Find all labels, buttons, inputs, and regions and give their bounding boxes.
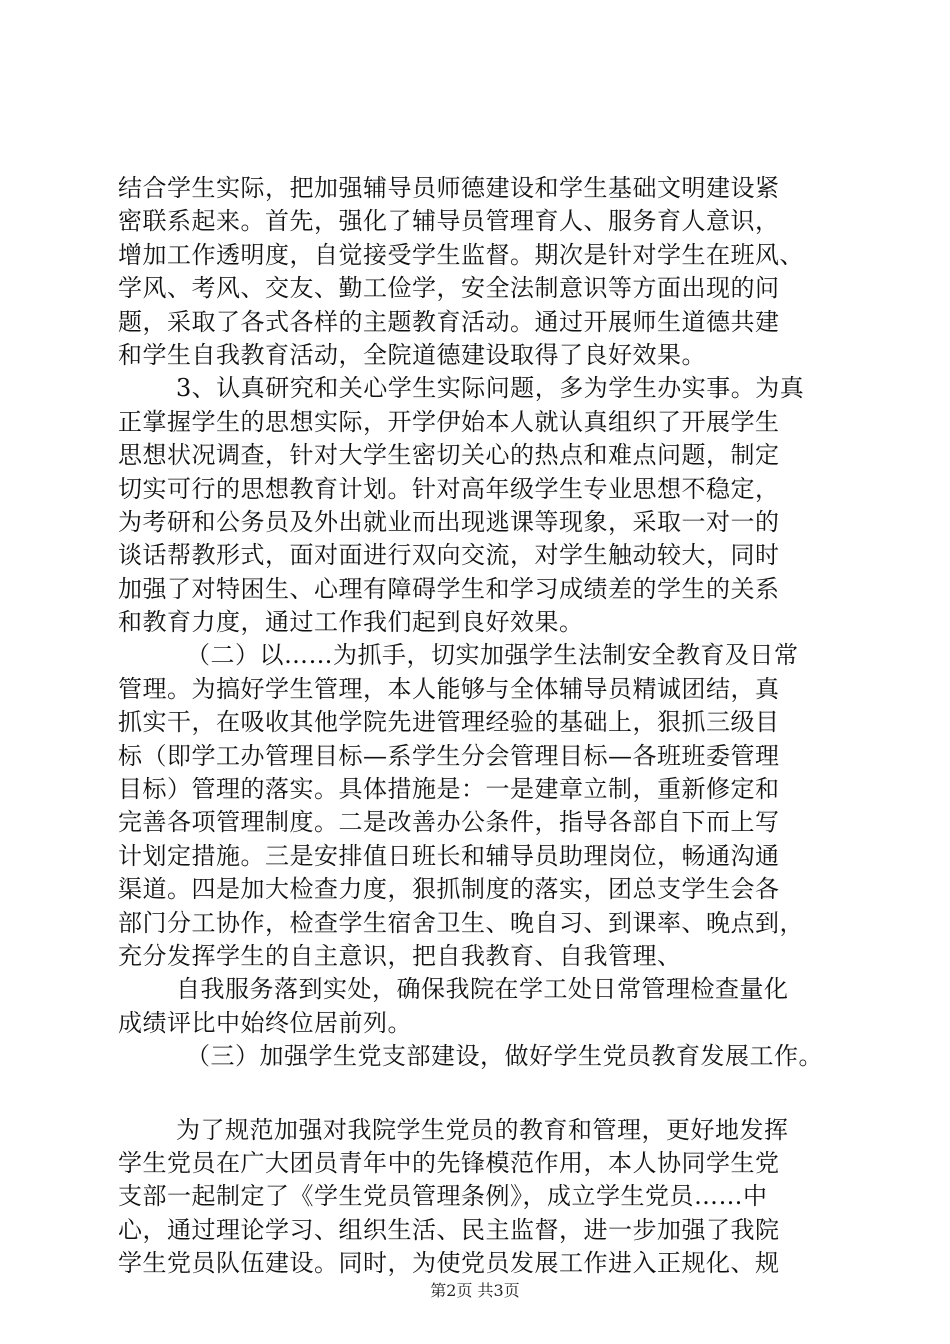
- text-line: 抓实干，在吸收其他学院先进管理经验的基础上，狠抓三级目: [118, 708, 780, 737]
- text-line: 成绩评比中始终位居前列。: [118, 1008, 412, 1037]
- text-line: 增加工作透明度，自觉接受学生监督。期次是针对学生在班风、: [118, 240, 804, 269]
- text-line: 加强了对特困生、心理有障碍学生和学习成绩差的学生的关系: [118, 574, 780, 603]
- text-line: 计划定措施。三是安排值日班长和辅导员助理岗位，畅通沟通: [118, 841, 780, 870]
- text-line: 谈话帮教形式，面对面进行双向交流，对学生触动较大，同时: [118, 541, 780, 570]
- text-line: 为了规范加强对我院学生党员的教育和管理，更好地发挥: [176, 1115, 789, 1144]
- text-line: 密联系起来。首先，强化了辅导员管理育人、服务育人意识，: [118, 207, 780, 236]
- text-line: 学生党员在广大团员青年中的先锋模范作用，本人协同学生党: [118, 1148, 780, 1177]
- text-line: 结合学生实际，把加强辅导员师德建设和学生基础文明建设紧: [118, 174, 780, 202]
- text-line: 充分发挥学生的自主意识，把自我教育、自我管理、: [118, 941, 682, 970]
- text-line: 学生党员队伍建设。同时，为使党员发展工作进入正规化、规: [118, 1249, 780, 1278]
- text-line: 学风、考风、交友、勤工俭学，安全法制意识等方面出现的问: [118, 274, 780, 303]
- text-line: 为考研和公务员及外出就业而出现逃课等现象，采取一对一的: [118, 507, 780, 536]
- text-line: 和教育力度，通过工作我们起到良好效果。: [118, 608, 584, 637]
- text-line: 思想状况调查，针对大学生密切关心的热点和难点问题，制定: [118, 441, 780, 470]
- text-line: 完善各项管理制度。二是改善办公条件，指导各部自下而上写: [118, 808, 780, 837]
- text-line: 标（即学工办管理目标—系学生分会管理目标—各班班委管理: [118, 741, 780, 770]
- text-line: 3、认真研究和关心学生实际问题，多为学生办实事。为真: [176, 374, 805, 403]
- text-line: 渠道。四是加大检查力度，狠抓制度的落实，团总支学生会各: [118, 875, 780, 904]
- text-line: （二）以……为抓手，切实加强学生法制安全教育及日常: [186, 641, 799, 670]
- document-body: [118, 172, 848, 1281]
- paragraph-gap: [118, 1074, 848, 1114]
- text-line: 管理。为搞好学生管理，本人能够与全体辅导员精诚团结，真: [118, 674, 780, 703]
- text-line: 题，采取了各式各样的主题教育活动。通过开展师生道德共建: [118, 307, 780, 336]
- text-line: 自我服务落到实处，确保我院在学工处日常管理检查量化: [176, 975, 789, 1004]
- text-line: 正掌握学生的思想实际，开学伊始本人就认真组织了开展学生: [118, 407, 780, 436]
- text-line: 和学生自我教育活动，全院道德建设取得了良好效果。: [118, 340, 706, 369]
- page-footer: 第2页 共3页: [430, 1281, 520, 1300]
- text-line: （三）加强学生党支部建设，做好学生党员教育发展工作。: [186, 1042, 823, 1071]
- text-line: 支部一起制定了《学生党员管理条例》，成立学生党员……中: [118, 1182, 768, 1211]
- text-line: 切实可行的思想教育计划。针对高年级学生专业思想不稳定，: [118, 474, 780, 503]
- text-line: 目标）管理的落实。具体措施是：一是建章立制，重新修定和: [118, 775, 780, 804]
- text-line: 部门分工协作，检查学生宿舍卫生、晚自习、到课率、晚点到，: [118, 908, 804, 937]
- text-line: 心，通过理论学习、组织生活、民主监督，进一步加强了我院: [118, 1215, 780, 1244]
